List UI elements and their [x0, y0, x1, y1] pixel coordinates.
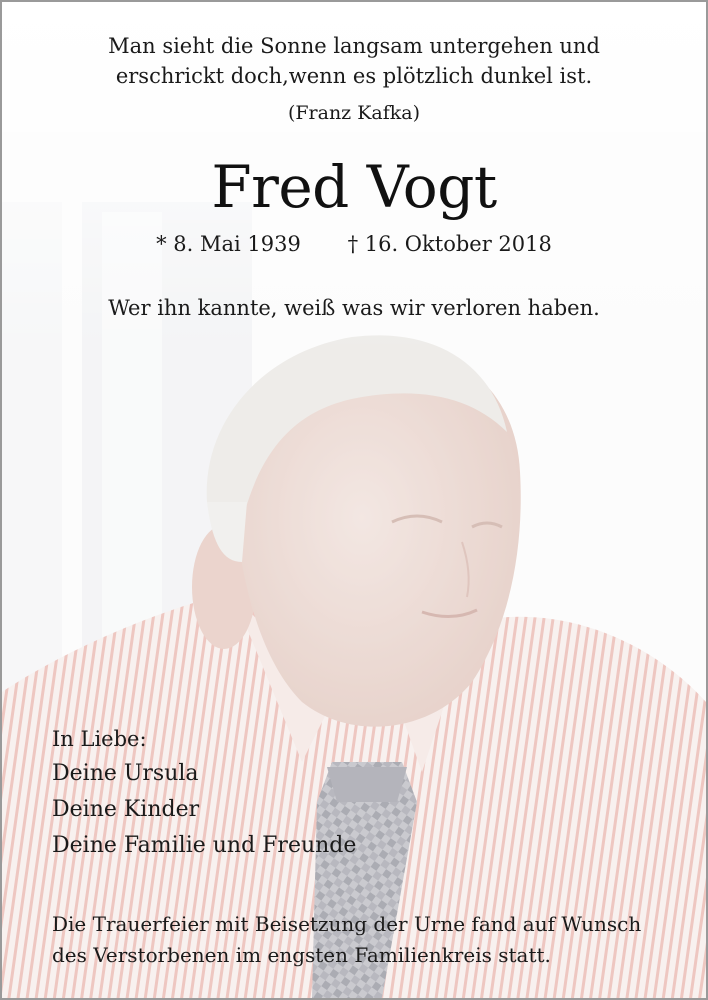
mourners-intro: In Liebe:: [52, 727, 147, 751]
funeral-note-line: des Verstorbenen im engsten Familienkreis statt.: [52, 943, 551, 967]
mourner-name: Deine Kinder: [52, 797, 200, 822]
funeral-note-line: Die Trauerfeier mit Beisetzung der Urne fand auf Wunsch: [52, 912, 642, 936]
quote: [2, 31, 706, 91]
birth-date: * 8. Mai 1939: [156, 232, 301, 256]
quote-line: Man sieht die Sonne langsam untergehen und: [108, 34, 600, 58]
mourner-name: Deine Ursula: [52, 761, 199, 786]
life-dates: [2, 232, 706, 256]
death-date: † 16. Oktober 2018: [347, 232, 552, 256]
quote-author: (Franz Kafka): [287, 102, 421, 124]
quote-line: erschrickt doch,wenn es plötzlich dunkel ist.: [115, 64, 593, 88]
deceased-name: Fred Vogt: [211, 153, 497, 221]
mourners: [52, 724, 356, 864]
mourner-name: Deine Familie und Freunde: [52, 833, 357, 858]
motto: Wer ihn kannte, weiß was wir verloren haben.: [108, 296, 600, 320]
funeral-note: [52, 909, 672, 971]
